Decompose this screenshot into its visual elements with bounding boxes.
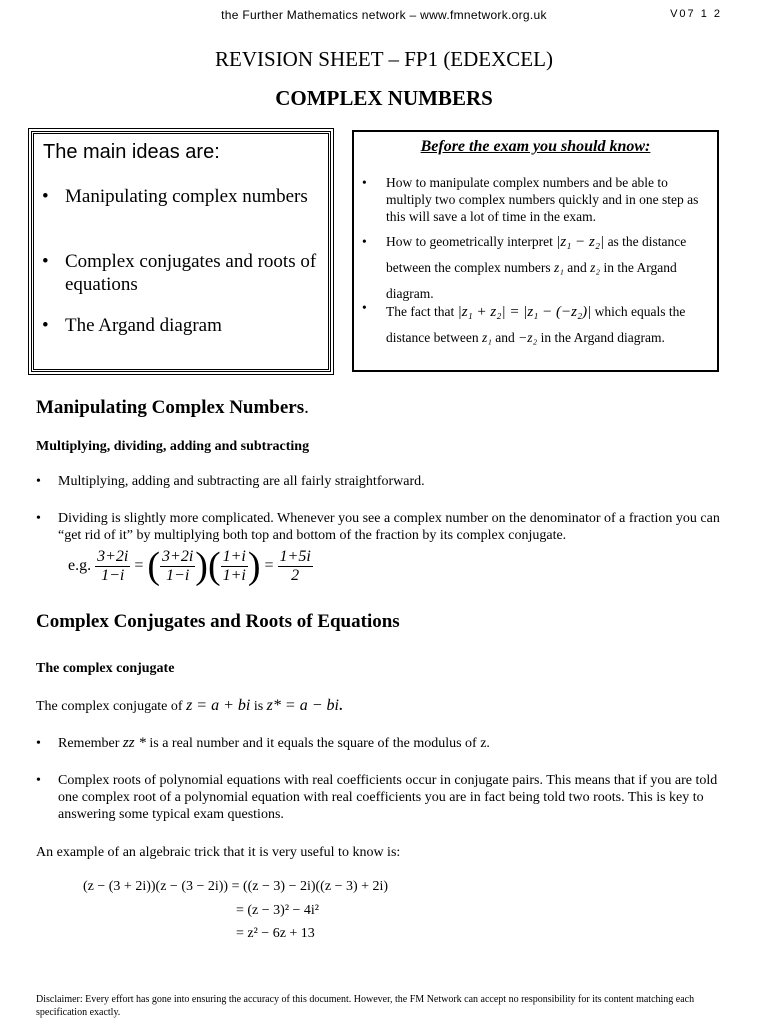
subheading-conjugate: The complex conjugate bbox=[36, 661, 175, 676]
list-item: • Multiplying, adding and subtracting are all fairly straightforward. bbox=[36, 474, 425, 489]
equation-line: = (z − 3)² − 4i² bbox=[236, 903, 320, 918]
list-item: • Complex roots of polynomial equations with real coefficients occur in conjugate pairs. This means that if you are told one complex root of a polynomial equation with real coefficients you are in fact being told two roots. This is key to answering some typical exam questions. bbox=[36, 773, 718, 822]
bullet-icon: • bbox=[42, 186, 49, 207]
fraction: $\frac{3+2i}{1-i}$ bbox=[97, 547, 129, 584]
section-heading-manipulating: Manipulating Complex Numbers. bbox=[36, 397, 309, 418]
disclaimer: Disclaimer: Every effort has gone into ensuring the accuracy of this document. However, the FM Network can accept no responsibility for its content matching each specification exactly. bbox=[36, 994, 695, 1018]
list-item: • Dividing is slightly more complicated. Whenever you see a complex number on the denominator of a fraction you can “get rid of it” by multiplying both top and bottom of the fraction by its complex conjugate. bbox=[36, 511, 720, 543]
left-paren: ( bbox=[207, 545, 221, 587]
before-exam-item: • How to geometrically interpret |z₁ − z₂| as the distance between the complex numbers z₁ and z₂ in the Argand diagram. bbox=[362, 229, 712, 307]
bullet-icon: • bbox=[362, 300, 367, 315]
page-title: REVISION SHEET – FP1 (EDEXCEL) bbox=[215, 47, 553, 71]
main-ideas-heading: The main ideas are: bbox=[43, 141, 220, 163]
bullet-icon: • bbox=[42, 315, 49, 336]
before-exam-item: • How to manipulate complex numbers and be able to multiply two complex numbers quickly and in one step as this will save a lot of time in the exam. bbox=[362, 175, 699, 224]
main-idea-item: • The Argand diagram bbox=[42, 315, 222, 336]
division-example: e.g. $\frac{3+2i}{1-i}$ = ( $\frac{3+2i}{1-i}$ )( $\frac{1+i}{1+i}$ ) = $\frac{1+5i}{2}$ bbox=[68, 545, 311, 587]
section-heading-conjugates: Complex Conjugates and Roots of Equations bbox=[36, 611, 400, 632]
left-paren: ( bbox=[147, 545, 161, 587]
before-exam-item: • The fact that |z₁ + z₂| = |z₁ − (−z₂)| which equals the distance between z₁ and −z₂ in the Argand diagram. bbox=[362, 300, 686, 345]
equation-line: = z² − 6z + 13 bbox=[236, 926, 315, 941]
fraction: $\frac{1+i}{1+i}$ bbox=[222, 547, 246, 584]
before-exam-heading: Before the exam you should know: bbox=[420, 138, 651, 155]
list-item: • Remember zz * is a real number and it equals the square of the modulus of z. bbox=[36, 735, 490, 751]
conjugate-definition: The complex conjugate of z = a + bi is z* = a − bi. bbox=[36, 697, 343, 714]
bullet-icon: • bbox=[362, 234, 367, 249]
page-subtitle: COMPLEX NUMBERS bbox=[275, 86, 493, 110]
trick-intro: An example of an algebraic trick that it is very useful to know is: bbox=[36, 845, 401, 860]
version-label: V07 1 2 bbox=[670, 8, 722, 20]
right-paren: ) bbox=[247, 545, 261, 587]
bullet-icon: • bbox=[36, 474, 41, 489]
bullet-icon: • bbox=[362, 175, 367, 190]
network-header: the Further Mathematics network – www.fmnetwork.org.uk bbox=[221, 8, 547, 22]
right-paren: ) bbox=[195, 545, 208, 587]
bullet-icon: • bbox=[36, 736, 41, 751]
main-idea-item: • Complex conjugates and roots of equations bbox=[42, 251, 317, 295]
equation-line: (z − (3 + 2i))(z − (3 − 2i)) = ((z − 3) − 2i)((z − 3) + 2i) bbox=[83, 879, 389, 894]
main-idea-item: • Manipulating complex numbers bbox=[42, 186, 308, 207]
fraction: $\frac{3+2i}{1-i}$ bbox=[162, 547, 194, 584]
fraction: $\frac{1+5i}{2}$ bbox=[279, 547, 311, 584]
bullet-icon: • bbox=[42, 251, 49, 272]
bullet-icon: • bbox=[36, 511, 41, 526]
bullet-icon: • bbox=[36, 773, 41, 788]
subheading-operations: Multiplying, dividing, adding and subtracting bbox=[36, 439, 310, 454]
